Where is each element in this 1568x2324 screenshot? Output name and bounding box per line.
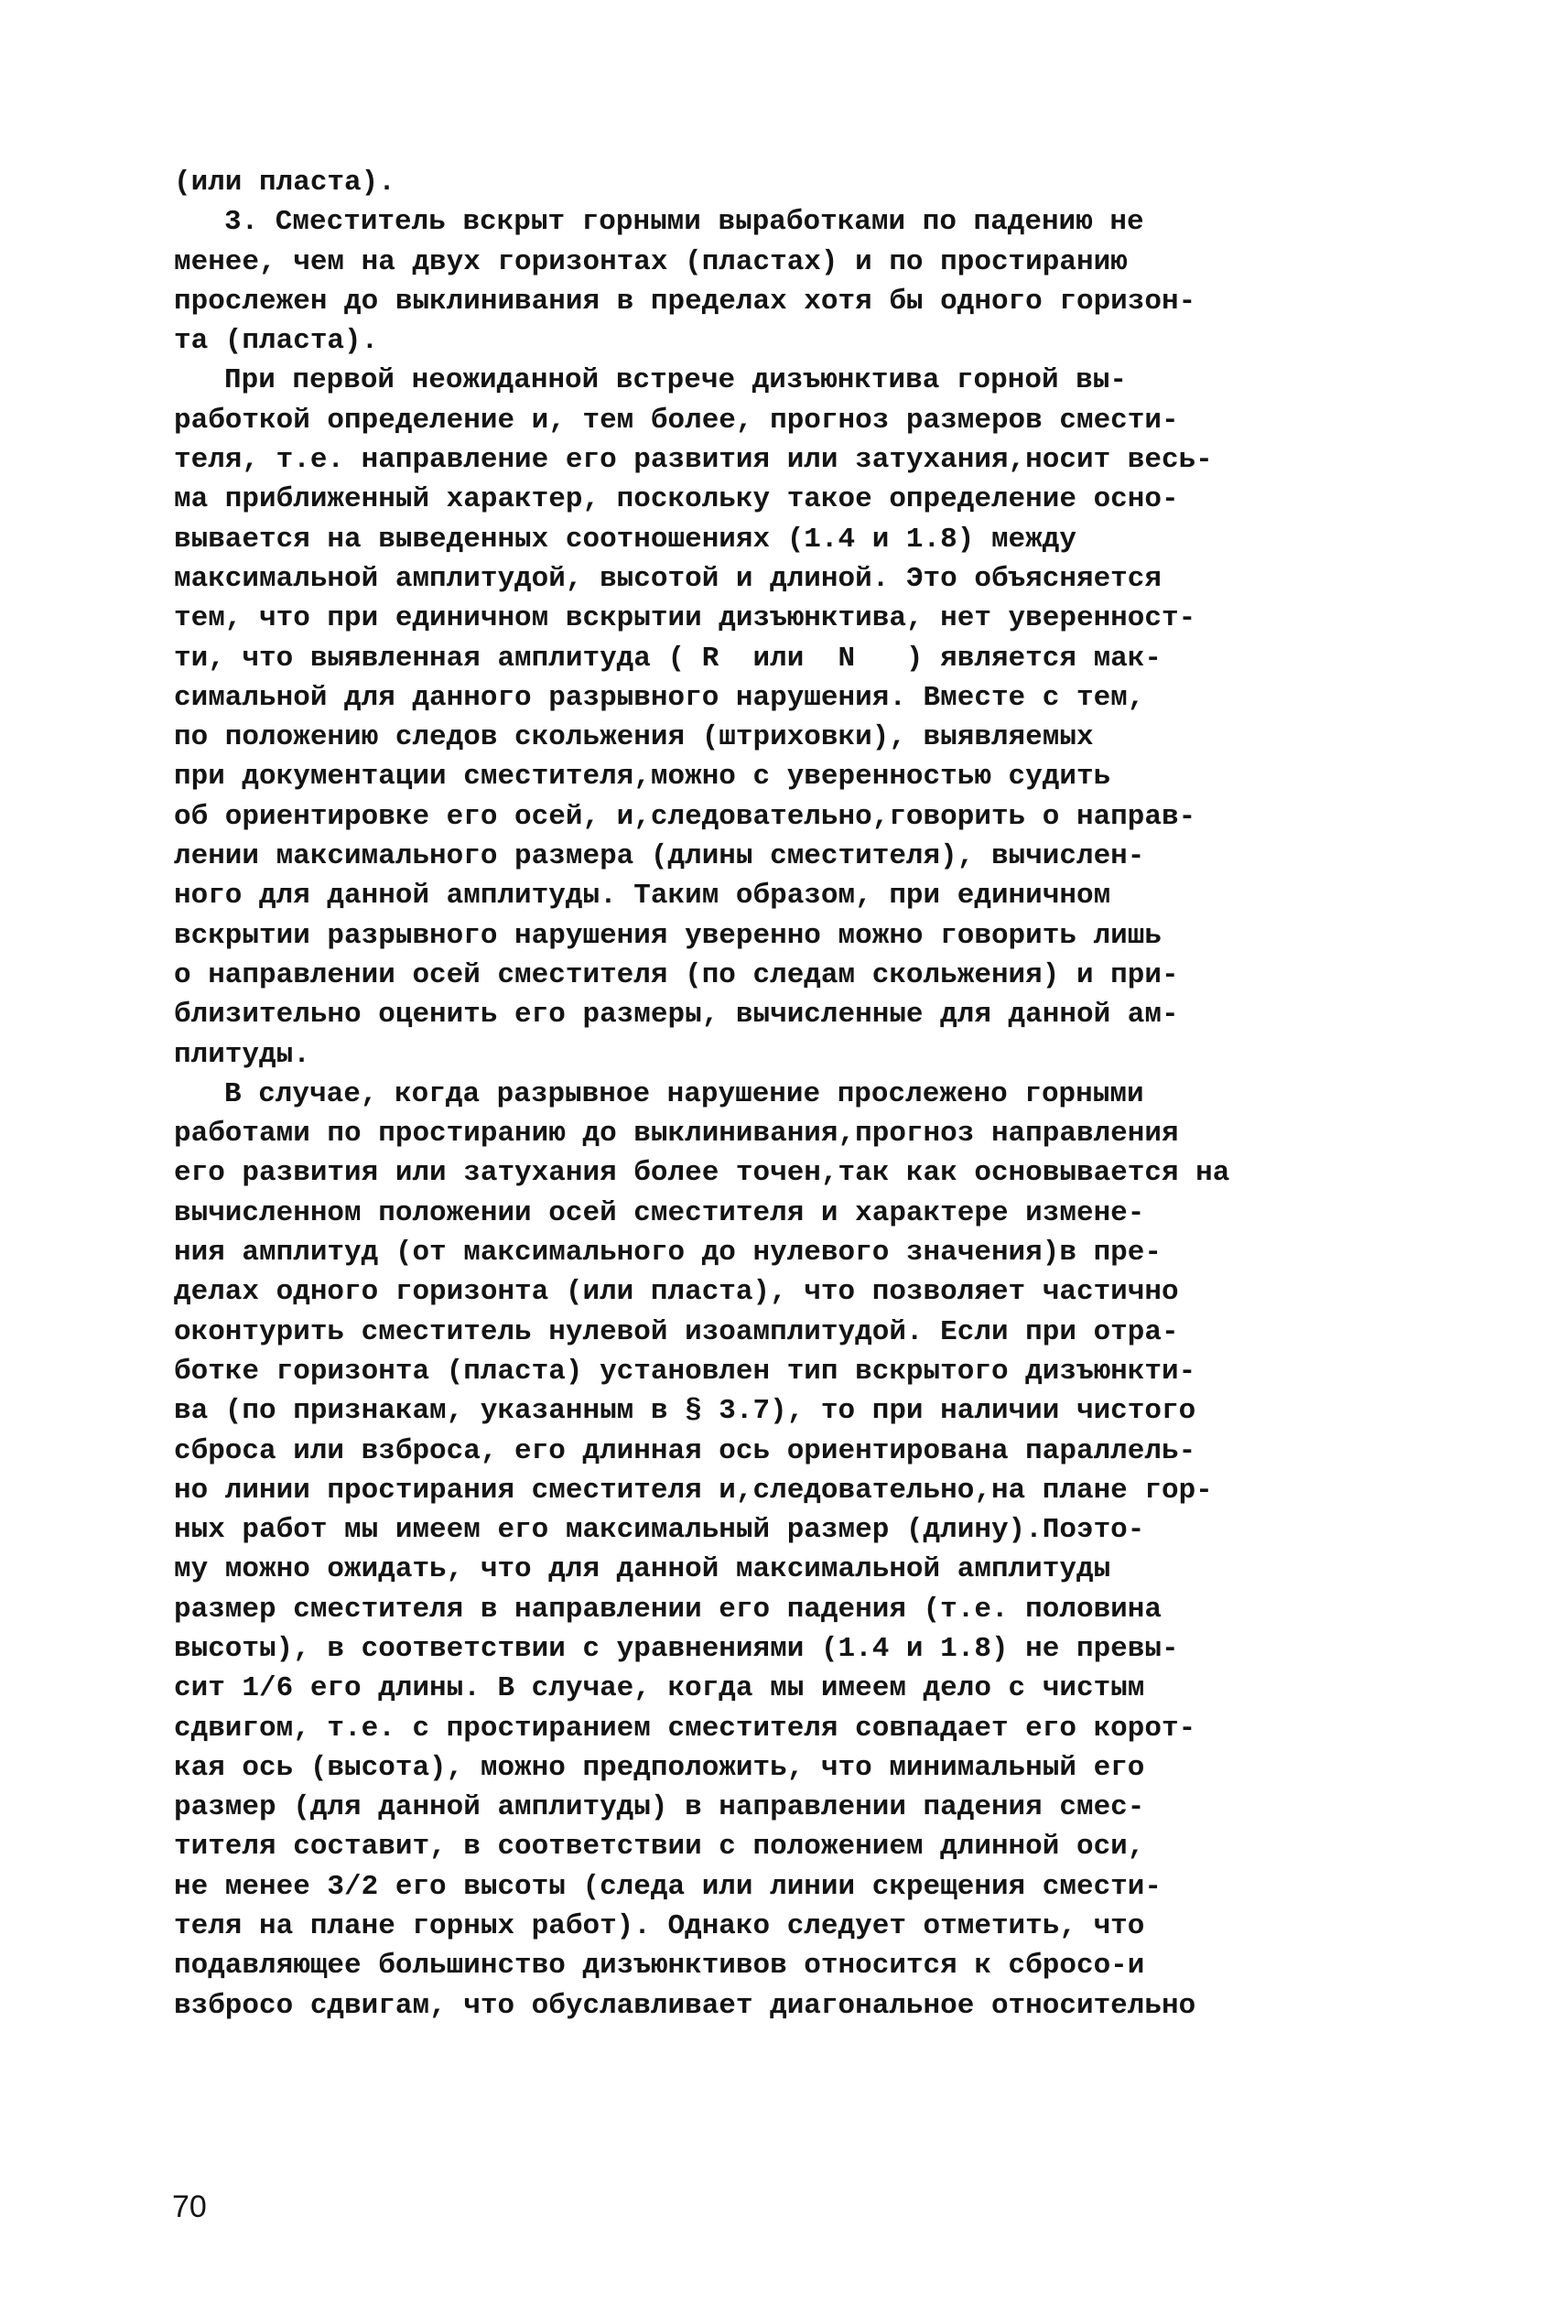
text-line: вычисленном положении осей сместителя и характере измене- xyxy=(174,1196,1145,1229)
text-line: ботке горизонта (пласта) установлен тип вскрытого дизъюнкти- xyxy=(174,1355,1196,1388)
text-line: ного для данной амплитуды. Таким образом, при единичном xyxy=(174,880,1111,913)
text-line: ти, что выявленная амплитуда ( R или N ) является мак- xyxy=(174,642,1162,675)
text-line: близительно оценить его размеры, вычисленные для данной ам- xyxy=(174,999,1179,1032)
text-line: кая ось (высота), можно предположить, что минимальный его xyxy=(174,1751,1145,1784)
text-line: ных работ мы имеем его максимальный размер (длину).Поэто- xyxy=(174,1514,1145,1547)
text-line: В случае, когда разрывное нарушение прослежено горными xyxy=(224,1077,1144,1110)
text-line: высоты), в соответствии с уравнениями (1.4 и 1.8) не превы- xyxy=(174,1632,1179,1665)
text-line: тем, что при единичном вскрытии дизъюнктива, нет уверенност- xyxy=(174,602,1196,635)
text-line: работами по простиранию до выклинивания,прогноз направления xyxy=(174,1118,1179,1151)
text-line: менее, чем на двух горизонтах (пластах) и по простиранию xyxy=(174,245,1128,278)
text-line: симальной для данного разрывного нарушения. Вместе с тем, xyxy=(174,681,1145,714)
text-line: вывается на выведенных соотношениях (1.4 и 1.8) между xyxy=(174,523,1076,556)
text-line: теля на плане горных работ). Однако следует отметить, что xyxy=(174,1910,1145,1943)
text-line: (или пласта). xyxy=(174,167,395,199)
text-line: работкой определение и, тем более, прогноз размеров смести- xyxy=(174,404,1179,437)
text-line: ния амплитуд (от максимального до нулевого значения)в пре- xyxy=(174,1237,1162,1270)
text-line: об ориентировке его осей, и,следовательно,говорить о направ- xyxy=(174,800,1196,833)
text-line: та (пласта). xyxy=(174,325,379,358)
page-number: 70 xyxy=(172,2189,207,2224)
text-line: вскрытии разрывного нарушения уверенно можно говорить лишь xyxy=(174,919,1162,952)
text-line: оконтурить сместитель нулевой изоамплитудой. Если при отра- xyxy=(174,1315,1179,1348)
text-line: не менее 3/2 его высоты (следа или линии скрещения смести- xyxy=(174,1870,1162,1903)
text-line: ва (по признакам, указанным в § 3.7), то при наличии чистого xyxy=(174,1395,1196,1428)
text-line: плитуды. xyxy=(174,1038,310,1071)
text-line: теля, т.е. направление его развития или затухания,носит весь- xyxy=(174,444,1213,477)
text-line: но линии простирания сместителя и,следовательно,на плане гор- xyxy=(174,1474,1213,1507)
text-line: сброса или взброса, его длинная ось ориентирована параллель- xyxy=(174,1434,1196,1467)
text-line: 3. Сместитель вскрыт горными выработками по падению не xyxy=(224,206,1144,239)
text-line: ма приближенный характер, поскольку такое определение осно- xyxy=(174,483,1179,516)
text-line: сдвигом, т.е. с простиранием сместителя совпадает его корот- xyxy=(174,1712,1196,1745)
text-line: его развития или затухания более точен,так как основывается на xyxy=(174,1157,1230,1190)
text-line: взбросо сдвигам, что обуславливает диагональное относительно xyxy=(174,1989,1196,2022)
body-text xyxy=(174,163,1419,2026)
text-line: о направлении осей сместителя (по следам скольжения) и при- xyxy=(174,958,1179,991)
text-line: му можно ожидать, что для данной максимальной амплитуды xyxy=(174,1553,1111,1586)
text-line: максимальной амплитудой, высотой и длиной. Это объясняется xyxy=(174,562,1162,595)
text-line: прослежен до выклинивания в пределах хотя бы одного горизон- xyxy=(174,285,1196,318)
text-line: сит 1/6 его длины. В случае, когда мы имеем дело с чистым xyxy=(174,1672,1145,1705)
text-line: При первой неожиданной встрече дизъюнктива горной вы- xyxy=(224,364,1127,397)
text-line: при документации сместителя,можно с уверенностью судить xyxy=(174,761,1111,794)
text-line: подавляющее большинство дизъюнктивов относится к сбросо-и xyxy=(174,1950,1145,1983)
text-line: размер сместителя в направлении его падения (т.е. половина xyxy=(174,1593,1162,1626)
text-line: тителя составит, в соответствии с положением длинной оси, xyxy=(174,1831,1145,1864)
text-line: лении максимального размера (длины сместителя), вычислен- xyxy=(174,840,1145,873)
text-line: по положению следов скольжения (штриховки), выявляемых xyxy=(174,721,1094,754)
text-line: размер (для данной амплитуды) в направлении падения смес- xyxy=(174,1791,1145,1824)
text-line: делах одного горизонта (или пласта), что позволяет частично xyxy=(174,1276,1179,1309)
